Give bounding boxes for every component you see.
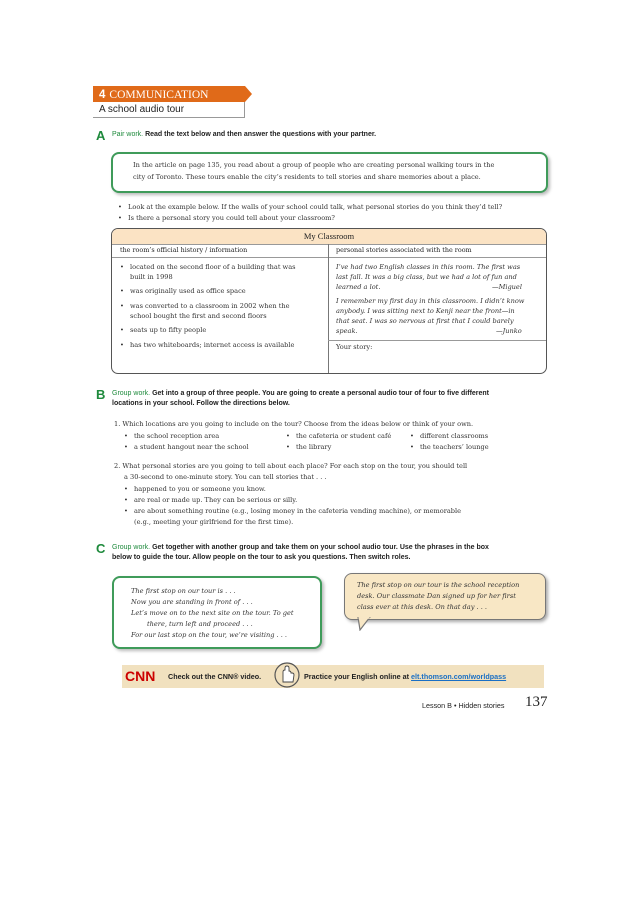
location-option: • the cafeteria or student café — [286, 432, 392, 440]
speech-line: class ever at this desk. On that day . . . — [357, 603, 488, 611]
article-note-box — [111, 152, 548, 193]
part-a-instruction-text: Read the text below and then answer the questions with your partner. — [145, 131, 377, 138]
table-title: My Classroom — [112, 229, 546, 245]
story-type-item: • happened to you or someone you know. — [124, 485, 266, 493]
part-b-instruction-2: locations in your school. Follow the directions below. — [112, 400, 290, 407]
part-c-mode: Group work. — [112, 544, 151, 551]
speech-line: The first stop on our tour is the school reception — [357, 581, 520, 589]
your-story-divider — [328, 340, 547, 341]
tour-phrase: Let’s move on to the next site on the tour. To get — [131, 609, 294, 617]
table-history-item: • was converted to a classroom in 2002 when the — [120, 302, 290, 310]
tour-phrase: Now you are standing in front of . . . — [131, 598, 253, 606]
cnn-video-text: Check out the CNN® video. — [168, 672, 262, 681]
table-history-item: • seats up to fifty people — [120, 326, 207, 334]
section-subtitle: A school audio tour — [93, 102, 245, 118]
hand-mouse-icon — [274, 660, 300, 690]
part-b-instruction — [112, 389, 489, 399]
section-header — [93, 86, 245, 102]
part-b-step-1: 1. Which locations are you going to include on the tour? Choose from the ideas below or think of your own. — [114, 420, 474, 428]
tour-phrase-cont: there, turn left and proceed . . . — [147, 620, 253, 628]
table-history-item: • was originally used as office space — [120, 287, 246, 295]
story-type-item: • are about something routine (e.g., losing money in the cafeteria vending machine), or memorable — [124, 507, 462, 515]
part-c-instruction — [112, 543, 489, 553]
story-2-line: that seat. I was so nervous at first that I could barely — [336, 317, 514, 325]
table-history-item-cont: built in 1998 — [130, 273, 173, 281]
lesson-footer: Lesson B • Hidden stories — [422, 701, 505, 710]
part-b-letter: B — [96, 387, 106, 402]
worldpass-link[interactable]: elt.thomson.com/worldpass — [411, 672, 507, 681]
speech-bubble-tail — [356, 617, 374, 631]
cnn-logo: CNN — [125, 668, 156, 684]
article-note-line-2: city of Toronto. These tours enable the city’s residents to tell stories and share memories about a place. — [133, 173, 481, 181]
part-b-step-2: 2. What personal stories are you going to tell about each place? For each stop on the tour, you should tell — [114, 462, 468, 470]
story-type-item-cont: (e.g., meeting your girlfriend for the first time). — [134, 518, 294, 526]
table-history-item: • located on the second floor of a building that was — [120, 263, 296, 271]
story-2-line: speak. — [336, 327, 358, 335]
practice-online-text: Practice your English online at elt.thomson.com/worldpass — [304, 672, 507, 681]
table-divider — [328, 244, 329, 374]
part-c-instruction-text-1: Get together with another group and take them on your school audio tour. Use the phrases in the box — [152, 544, 489, 551]
story-1-line: last fall. It was a big class, but we had a lot of fun and — [336, 273, 517, 281]
speech-line: desk. Our classmate Dan signed up for her first — [357, 592, 516, 600]
question-item: • Look at the example below. If the walls of your school could talk, what personal stories do you think they’d tell? — [118, 203, 503, 211]
location-option: • the library — [286, 443, 332, 451]
story-1-author: —Miguel — [492, 283, 522, 291]
table-header-row — [112, 245, 546, 258]
part-a-instruction — [112, 130, 376, 140]
location-option: • a student hangout near the school — [124, 443, 249, 451]
story-2-line: anybody. I was sitting next to Kenji near the front—in — [336, 307, 515, 315]
speech-bubble — [344, 573, 546, 620]
part-a-mode: Pair work. — [112, 131, 144, 138]
page-number: 137 — [525, 694, 548, 710]
tour-phrase: The first stop on our tour is . . . — [131, 587, 236, 595]
story-1-line: learned a lot. — [336, 283, 381, 291]
location-option: • different classrooms — [410, 432, 489, 440]
section-number: 4 — [99, 89, 106, 101]
story-1-line: I’ve had two English classes in this room. The first was — [336, 263, 521, 271]
part-b-mode: Group work. — [112, 390, 151, 397]
your-story-label: Your story: — [336, 343, 373, 351]
story-2-line: I remember my first day in this classroom. I didn’t know — [336, 297, 525, 305]
part-b-step-2-cont: a 30-second to one-minute story. You can tell stories that . . . — [124, 473, 327, 481]
table-history-item: • has two whiteboards; internet access is available — [120, 341, 295, 349]
part-a-letter: A — [96, 128, 106, 143]
section-header-arrow — [245, 86, 252, 102]
tour-phrases-box — [112, 576, 322, 649]
table-col2-header: personal stories associated with the room — [336, 246, 472, 254]
section-title: COMMUNICATION — [109, 89, 209, 101]
part-b-instruction-text-1: Get into a group of three people. You are going to create a personal audio tour of four to five different — [152, 390, 490, 397]
question-item: • Is there a personal story you could tell about your classroom? — [118, 214, 335, 222]
location-option: • the teachers’ lounge — [410, 443, 489, 451]
article-note-line-1: In the article on page 135, you read about a group of people who are creating personal walking tours in the — [133, 161, 495, 169]
table-col1-header: the room’s official history / information — [120, 246, 248, 254]
table-history-item-cont: school bought the first and second floors — [130, 312, 267, 320]
part-c-instruction-2: below to guide the tour. Allow people on the tour to ask you questions. Then switch roles. — [112, 554, 411, 561]
story-type-item: • are real or made up. They can be serious or silly. — [124, 496, 298, 504]
part-c-letter: C — [96, 541, 106, 556]
my-classroom-table — [111, 228, 547, 374]
tour-phrase: For our last stop on the tour, we’re visiting . . . — [131, 631, 287, 639]
location-option: • the school reception area — [124, 432, 220, 440]
story-2-author: —Junko — [496, 327, 522, 335]
